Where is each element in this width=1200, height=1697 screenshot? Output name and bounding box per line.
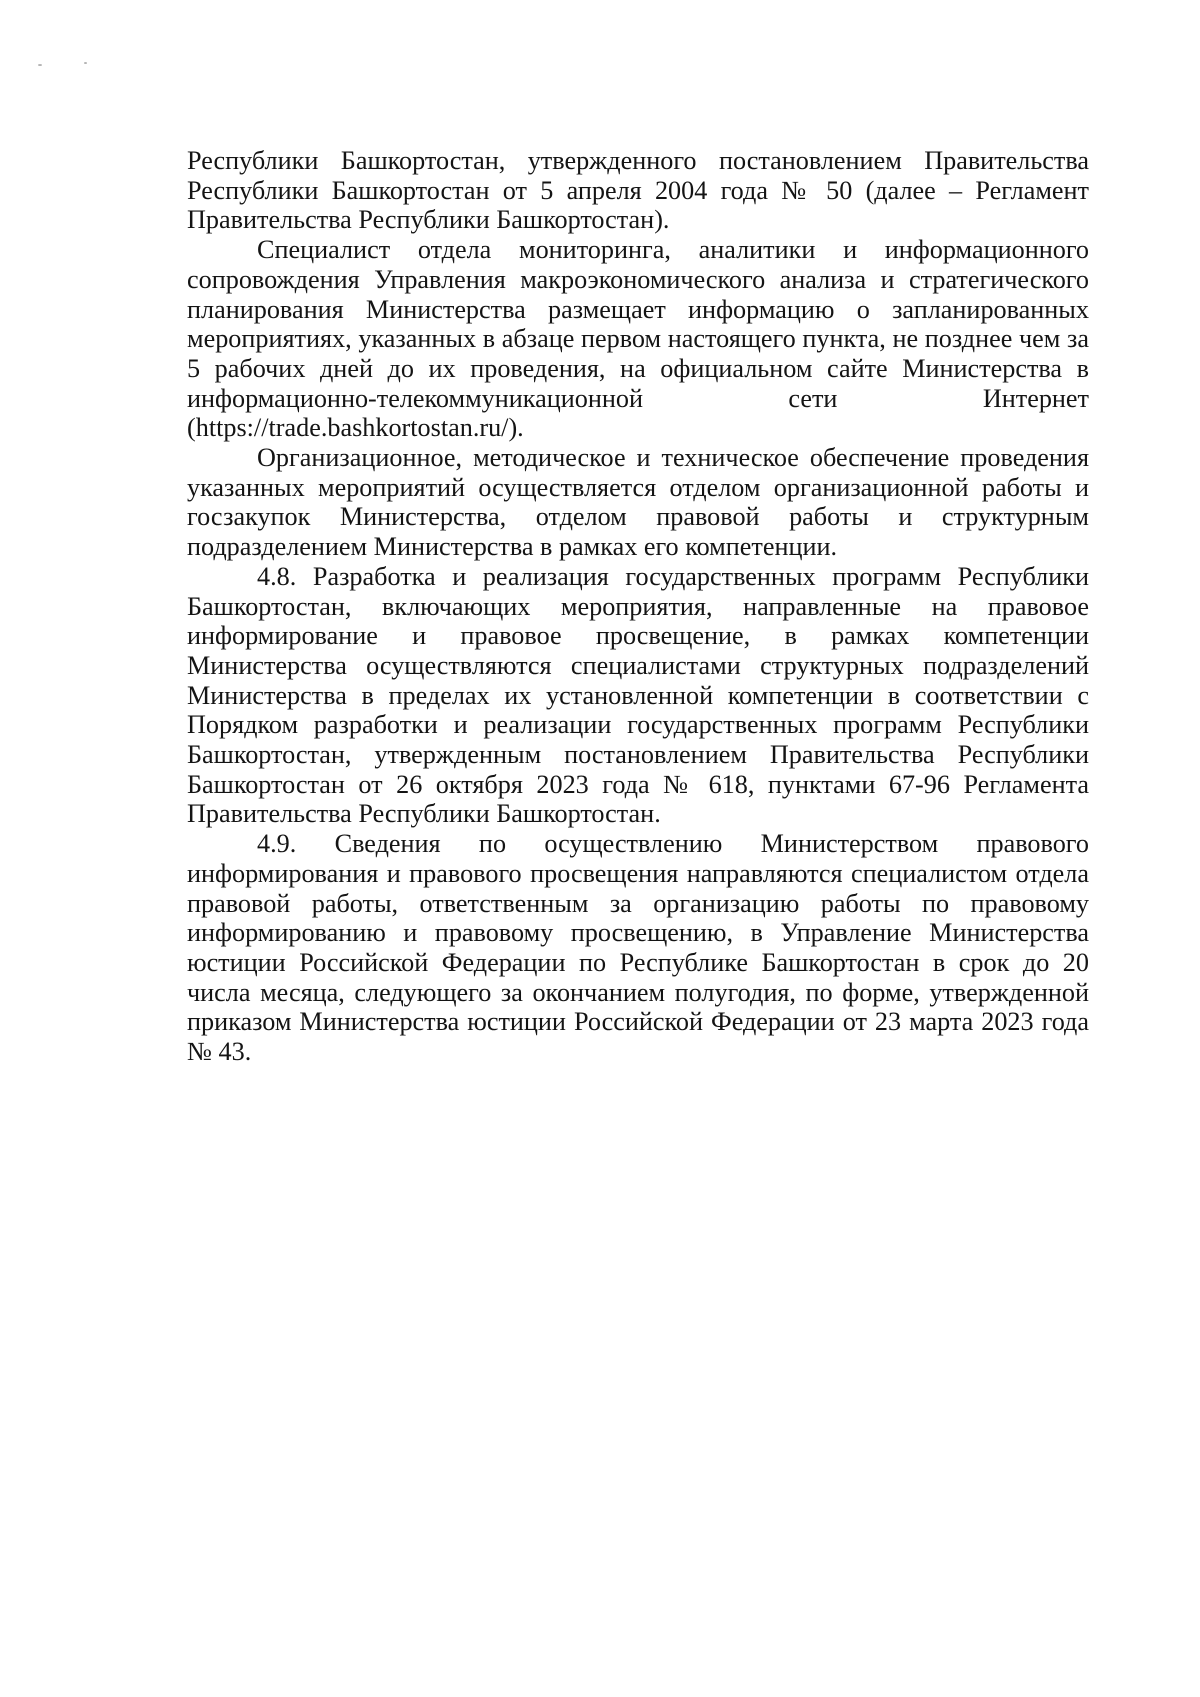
document-body [187, 146, 1089, 1067]
scan-speck [38, 64, 42, 66]
paragraph-section-4-9: 4.9. Сведения по осуществлению Министерством правового информирования и правового просвещения направляются специалистом отдела правовой работы, ответственным за организацию работы по правовому информированию и правовому просвещению, в Управление Министерства юстиции Российской Федерации по Республике Башкортостан в срок до 20 числа месяца, следующего за окончанием полугодия, по форме, утвержденной приказом Министерства юстиции Российской Федерации от 23 марта 2023 года № 43. [187, 829, 1089, 1067]
paragraph-section-4-8: 4.8. Разработка и реализация государственных программ Республики Башкортостан, включающих мероприятия, направленные на правовое информирование и правовое просвещение, в рамках компетенции Министерства осуществляются специалистами структурных подразделений Министерства в пределах их установленной компетенции в соответствии с Порядком разработки и реализации государственных программ Республики Башкортостан, утвержденным постановлением Правительства Республики Башкортостан от 26 октября 2023 года № 618, пунктами 67-96 Регламента Правительства Республики Башкортостан. [187, 561, 1089, 829]
paragraph-specialist-publishing: Специалист отдела мониторинга, аналитики и информационного сопровождения Управления макроэкономического анализа и стратегического планирования Министерства размещает информацию о запланированных мероприятиях, указанных в абзаце первом настоящего пункта, не позднее чем за 5 рабочих дней до их проведения, на официальном сайте Министерства в информационно-телекоммуникационной сети Интернет [187, 235, 1089, 413]
paragraph-regulation-continuation: Республики Башкортостан, утвержденного постановлением Правительства Республики Башкортостан от 5 апреля 2004 года № 50 (далее – Регламент Правительства Республики Башкортостан). [187, 146, 1089, 235]
paragraph-website-url: (https://trade.bashkortostan.ru/). [187, 413, 524, 443]
scan-speck [84, 62, 87, 64]
paragraph-organizational-support: Организационное, методическое и техническое обеспечение проведения указанных мероприятий осуществляется отделом организационной работы и госзакупок Министерства, отделом правовой работы и структурным подразделением Министерства в рамках его компетенции. [187, 443, 1089, 562]
